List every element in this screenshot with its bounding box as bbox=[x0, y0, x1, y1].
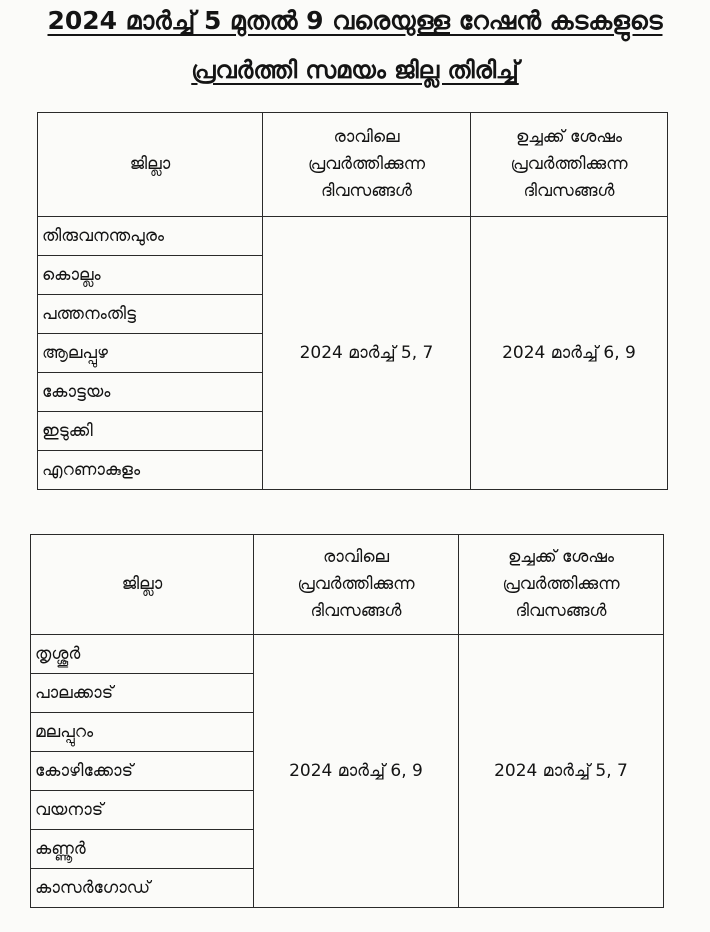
district-cell: കാസർഗോഡ് bbox=[31, 869, 254, 908]
district-cell: തൃശ്ശൂർ bbox=[31, 635, 254, 674]
afternoon-header-line: ഉച്ചക്ക് ശേഷം bbox=[515, 127, 623, 147]
schedule-table-2 bbox=[30, 534, 664, 908]
page-title: 2024 മാർച്ച് 5 മുതൽ 9 വരെയുള്ള റേഷൻ കടകളുടെ bbox=[47, 6, 663, 35]
afternoon-header-line: ദിവസങ്ങൾ bbox=[515, 601, 607, 621]
district-cell: കോഴിക്കോട് bbox=[31, 752, 254, 791]
morning-header-line: ദിവസങ്ങൾ bbox=[320, 181, 413, 201]
district-cell: കോട്ടയം bbox=[38, 373, 263, 412]
schedule-table-1 bbox=[37, 112, 668, 490]
morning-days-cell: 2024 മാർച്ച് 5, 7 bbox=[263, 217, 471, 490]
morning-header bbox=[254, 535, 459, 635]
afternoon-header-line: ദിവസങ്ങൾ bbox=[523, 181, 615, 201]
district-header: ജില്ലാ bbox=[38, 113, 263, 217]
district-cell: മലപ്പുറം bbox=[31, 713, 254, 752]
morning-header-line: രാവിലെ bbox=[322, 547, 390, 567]
afternoon-header-line: പ്രവർത്തിക്കുന്ന bbox=[510, 154, 628, 174]
afternoon-header bbox=[471, 113, 668, 217]
table-header-row bbox=[31, 535, 664, 635]
table-row bbox=[31, 635, 664, 674]
district-cell: കൊല്ലം bbox=[38, 256, 263, 295]
district-cell: പാലക്കാട് bbox=[31, 674, 254, 713]
district-cell: ആലപ്പുഴ bbox=[38, 334, 263, 373]
afternoon-days-cell: 2024 മാർച്ച് 6, 9 bbox=[471, 217, 668, 490]
morning-header-line: ദിവസങ്ങൾ bbox=[310, 601, 402, 621]
district-cell: വയനാട് bbox=[31, 791, 254, 830]
district-cell: തിരുവനന്തപുരം bbox=[38, 217, 263, 256]
morning-header bbox=[263, 113, 471, 217]
morning-header-line: രാവിലെ bbox=[333, 127, 400, 147]
morning-header-line: പ്രവർത്തിക്കുന്ന bbox=[297, 574, 415, 594]
morning-header-line: പ്രവർത്തിക്കുന്ന bbox=[307, 154, 426, 174]
afternoon-header bbox=[459, 535, 664, 635]
table-header-row bbox=[38, 113, 668, 217]
district-cell: കണ്ണൂർ bbox=[31, 830, 254, 869]
district-cell: എറണാകുളം bbox=[38, 451, 263, 490]
afternoon-days-cell: 2024 മാർച്ച് 5, 7 bbox=[459, 635, 664, 908]
district-cell: പത്തനംതിട്ട bbox=[38, 295, 263, 334]
table-row bbox=[38, 217, 668, 256]
district-cell: ഇടുക്കി bbox=[38, 412, 263, 451]
afternoon-header-line: പ്രവർത്തിക്കുന്ന bbox=[502, 574, 620, 594]
page-subtitle: പ്രവർത്തി സമയം ജില്ല തിരിച്ച് bbox=[191, 56, 519, 84]
district-header: ജില്ലാ bbox=[31, 535, 254, 635]
morning-days-cell: 2024 മാർച്ച് 6, 9 bbox=[254, 635, 459, 908]
afternoon-header-line: ഉച്ചക്ക് ശേഷം bbox=[507, 547, 615, 567]
